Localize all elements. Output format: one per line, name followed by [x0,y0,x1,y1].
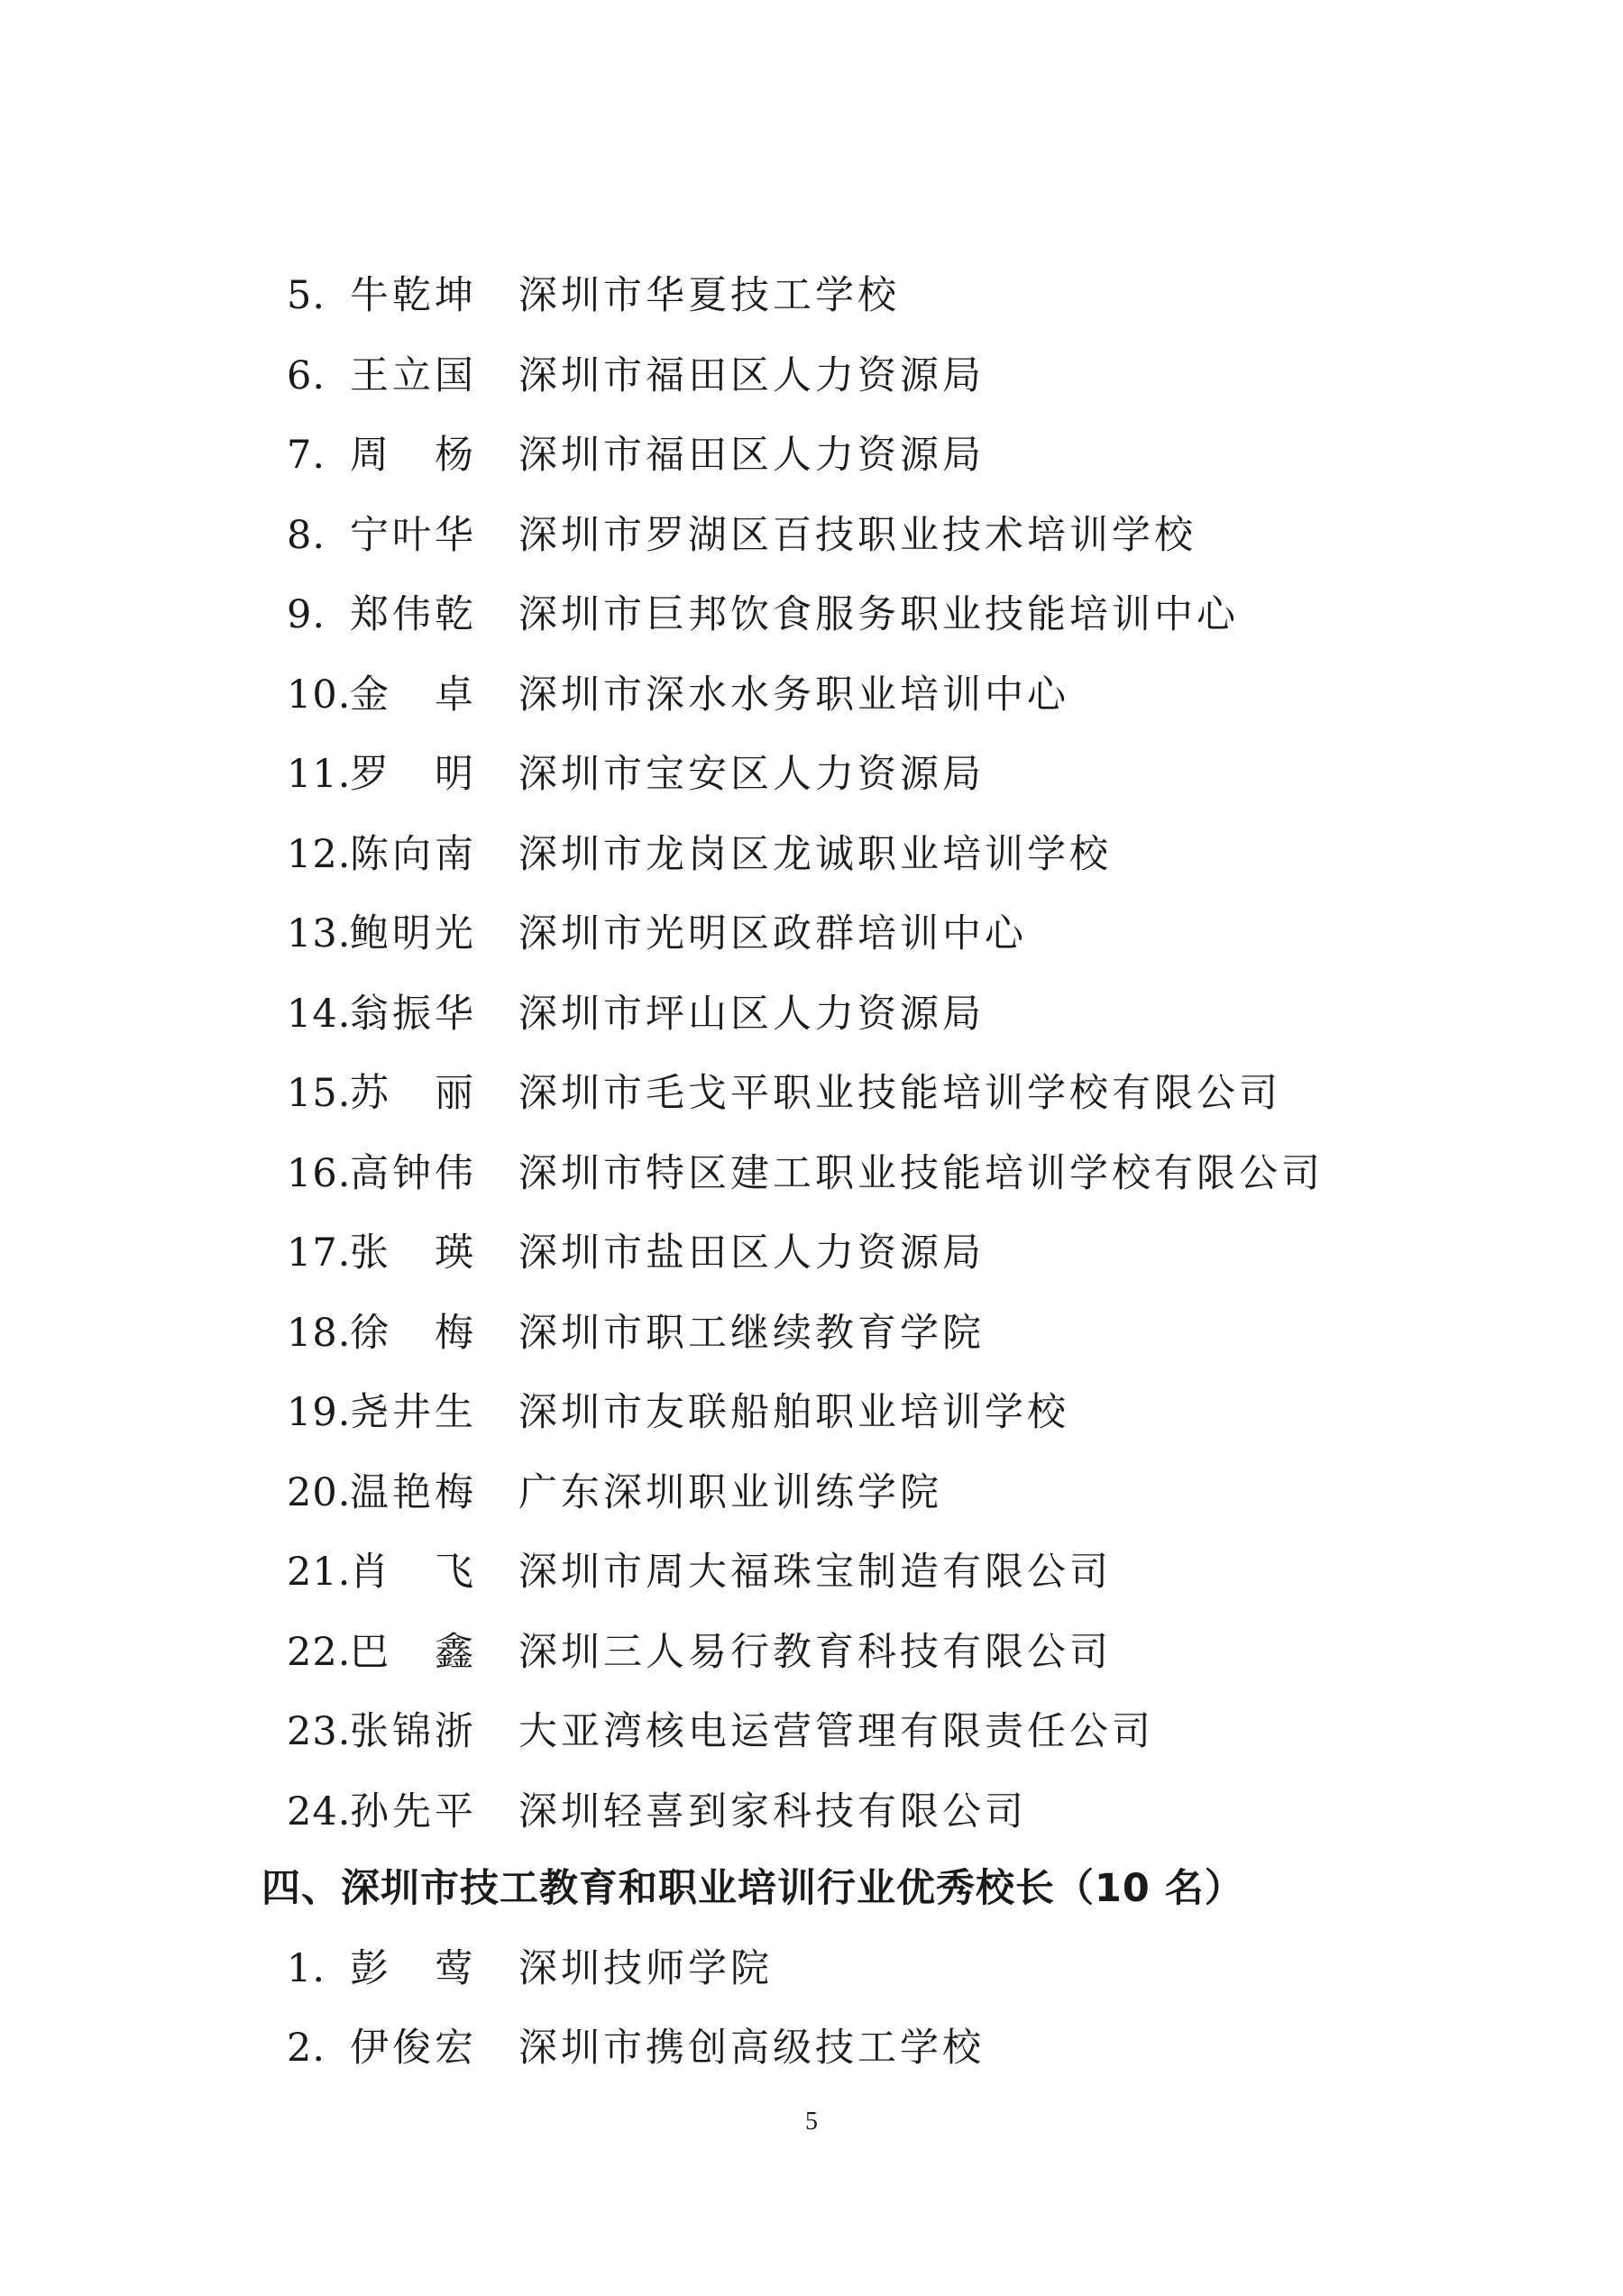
list-item [0,256,1623,336]
list-item [0,1772,1623,1852]
organization-name: 深圳市光明区政群培训中心 [518,911,1027,956]
item-number: 18. [287,1311,352,1356]
item-number: 13. [287,911,352,956]
person-name: 宁叶华 [350,513,477,558]
person-name: 金 卓 [350,672,477,718]
person-name: 高钟伟 [350,1151,477,1196]
item-number: 14. [287,992,352,1037]
list-item [0,1373,1623,1453]
item-number: 22. [287,1630,352,1675]
list-item [0,1134,1623,1214]
organization-name: 深圳市周大福珠宝制造有限公司 [518,1550,1112,1595]
item-number: 1. [287,1946,326,1991]
person-name: 陈向南 [350,832,477,877]
person-name: 肖 飞 [350,1550,477,1595]
person-name: 翁振华 [350,992,477,1037]
organization-name: 深圳三人易行教育科技有限公司 [518,1630,1112,1675]
person-name: 徐 梅 [350,1311,477,1356]
item-number: 12. [287,832,352,877]
person-name: 苏 丽 [350,1071,477,1116]
item-number: 9. [287,592,326,637]
person-name: 罗 明 [350,752,477,797]
organization-name: 深圳市友联船舶职业培训学校 [518,1390,1069,1435]
person-name: 尧井生 [350,1390,477,1435]
person-name: 张锦浙 [350,1709,477,1754]
list-item [0,575,1623,655]
organization-name: 深圳市职工继续教育学院 [518,1311,985,1356]
list-item [0,1929,1623,2009]
item-number: 21. [287,1550,352,1595]
item-number: 24. [287,1789,352,1834]
organization-name: 深圳市特区建工职业技能培训学校有限公司 [518,1151,1324,1196]
item-number: 17. [287,1230,352,1276]
organization-name: 深圳轻喜到家科技有限公司 [518,1789,1027,1834]
organization-name: 深圳市盐田区人力资源局 [518,1230,985,1276]
organization-name: 深圳市宝安区人力资源局 [518,752,985,797]
person-name: 王立国 [350,353,477,398]
organization-name: 深圳市华夏技工学校 [518,273,900,318]
item-number: 15. [287,1071,352,1116]
item-number: 2. [287,2026,326,2071]
organization-name: 大亚湾核电运营管理有限责任公司 [518,1709,1154,1754]
list-item [0,735,1623,815]
organization-name: 深圳市巨邦饮食服务职业技能培训中心 [518,592,1239,637]
person-name: 温艳梅 [350,1470,477,1515]
item-number: 19. [287,1390,352,1435]
list-item [0,1453,1623,1533]
list-item [0,1054,1623,1134]
organization-name: 深圳市罗湖区百技职业技术培训学校 [518,513,1197,558]
item-number: 23. [287,1709,352,1754]
organization-name: 深圳市深水水务职业培训中心 [518,672,1069,718]
item-number: 16. [287,1151,352,1196]
organization-name: 深圳市福田区人力资源局 [518,353,985,398]
item-number: 5. [287,273,326,318]
list-item [0,2008,1623,2089]
person-name: 彭 莺 [350,1946,477,1991]
page-number: 5 [805,2108,818,2136]
item-number: 8. [287,513,326,558]
organization-name: 广东深圳职业训练学院 [518,1470,942,1515]
organization-name: 深圳市福田区人力资源局 [518,433,985,478]
organization-name: 深圳市坪山区人力资源局 [518,992,985,1037]
organization-name: 深圳市携创高级技工学校 [518,2026,985,2071]
list-item [0,496,1623,576]
section-heading: 四、深圳市技工教育和职业培训行业优秀校长（10 名） [261,1866,1244,1911]
person-name: 鲍明光 [350,911,477,956]
list-item [0,1294,1623,1374]
organization-name: 深圳市毛戈平职业技能培训学校有限公司 [518,1071,1281,1116]
person-name: 郑伟乾 [350,592,477,637]
person-name: 牛乾坤 [350,273,477,318]
item-number: 10. [287,672,352,718]
person-name: 周 杨 [350,433,477,478]
list-item [0,416,1623,496]
organization-name: 深圳技师学院 [518,1946,773,1991]
list-item [0,1532,1623,1613]
list-item [0,974,1623,1055]
organization-name: 深圳市龙岗区龙诚职业培训学校 [518,832,1112,877]
list-item [0,655,1623,736]
person-name: 张 瑛 [350,1230,477,1276]
list-item [0,894,1623,974]
list-item [0,1213,1623,1294]
list-item [0,815,1623,895]
person-name: 孙先平 [350,1789,477,1834]
list-item [0,1692,1623,1772]
item-number: 6. [287,353,326,398]
item-number: 11. [287,752,352,797]
list-item [0,336,1623,416]
item-number: 20. [287,1470,352,1515]
person-name: 巴 鑫 [350,1630,477,1675]
list-item [0,1613,1623,1693]
person-name: 伊俊宏 [350,2026,477,2071]
item-number: 7. [287,433,326,478]
